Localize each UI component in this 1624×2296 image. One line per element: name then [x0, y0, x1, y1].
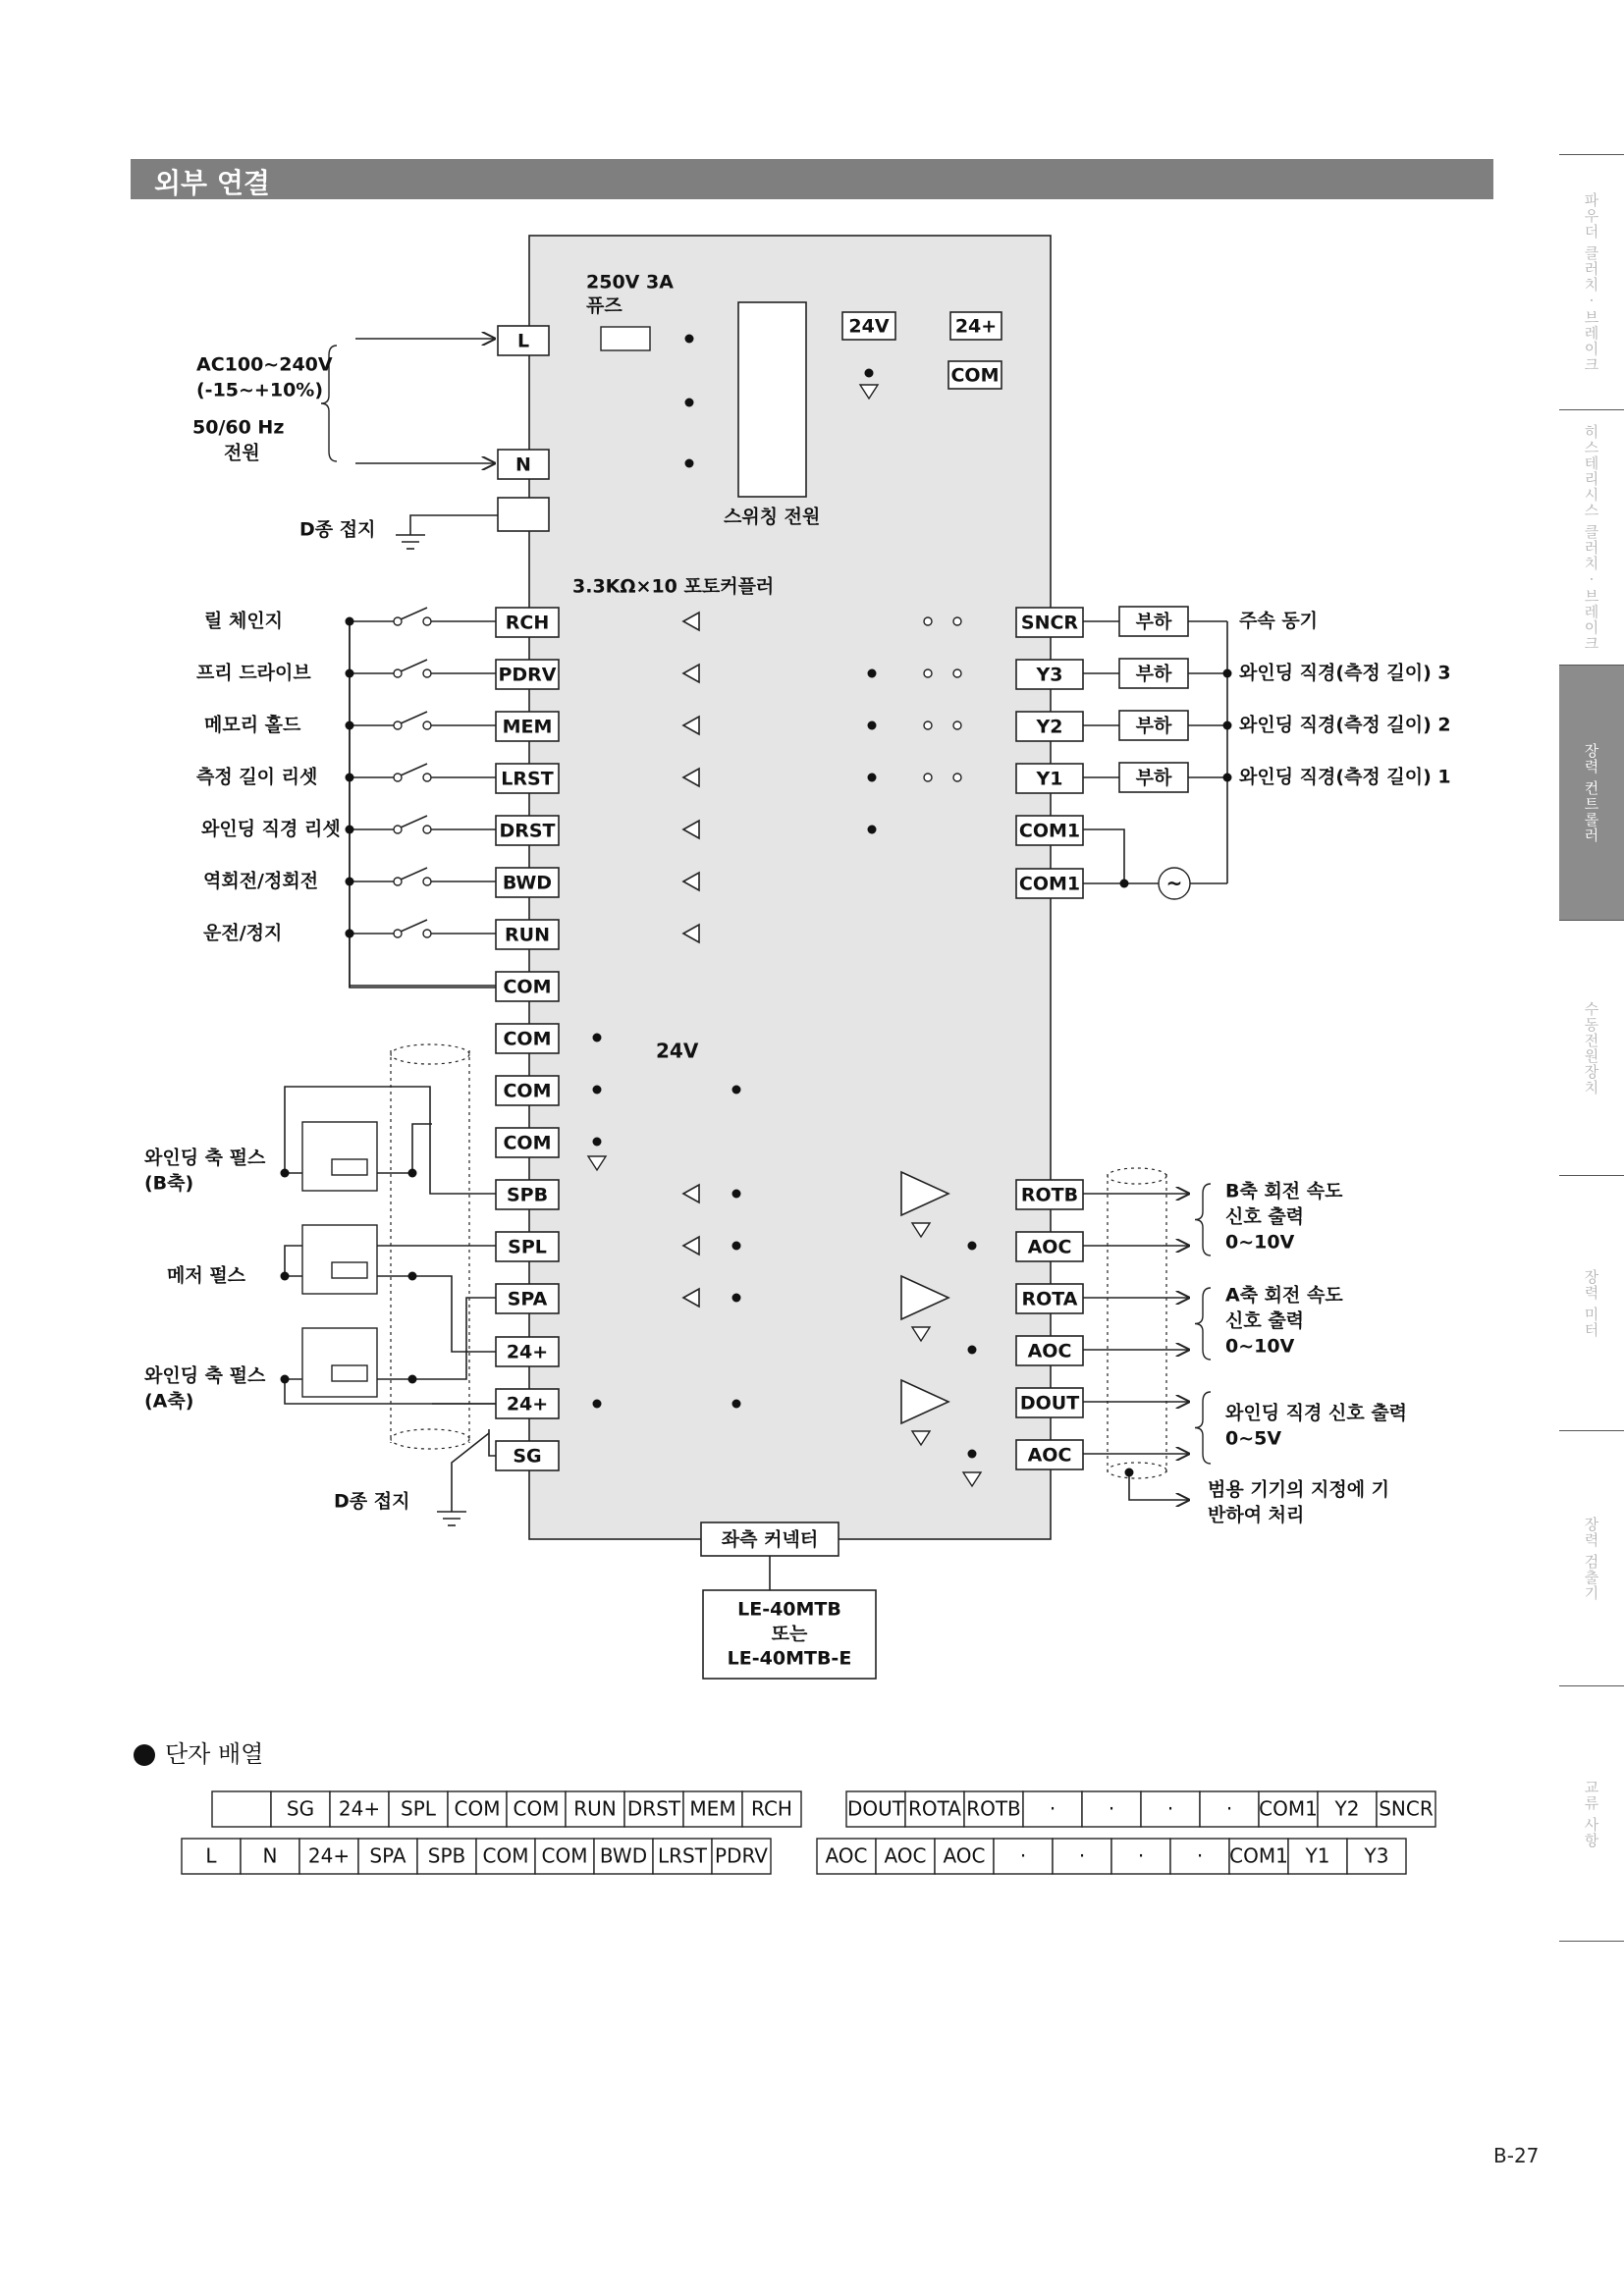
rota-label: A축 회전 속도	[1225, 1284, 1343, 1307]
junction-dot	[346, 774, 354, 782]
terminal-row-left-top-cell	[212, 1791, 271, 1827]
terminal-spb-label: SPB	[506, 1184, 549, 1206]
terminal-analog-1-label: AOC	[1027, 1236, 1072, 1258]
terminal-row-left-bottom-cell-label: PDRV	[715, 1843, 768, 1868]
terminal-row-left-top-cell-label: RUN	[573, 1796, 617, 1821]
switch-contact	[423, 669, 431, 677]
terminal-com-2-label: COM	[503, 1028, 552, 1050]
terminal-analog-4-label: DOUT	[1019, 1392, 1080, 1415]
pulse-a-axis-label: (A축)	[144, 1390, 194, 1413]
side-tab-manual-power[interactable]: 수동전원장치	[1582, 1000, 1600, 1095]
switch-contact	[953, 721, 961, 729]
terminal-row-left-top-cell-label: DRST	[626, 1796, 681, 1821]
terminal-row-left-top-cell-label: RCH	[751, 1796, 792, 1821]
shield-top-right	[1108, 1168, 1166, 1184]
input-label-drst: 와인딩 직경 리셋	[201, 818, 341, 840]
terminal-row-right-bottom-cell-label: Y3	[1364, 1843, 1389, 1868]
terminal-y1-label: Y1	[1036, 768, 1063, 790]
left-connector-label: 좌측 커넥터	[721, 1528, 819, 1551]
input-label-lrst: 측정 길이 리셋	[196, 766, 318, 788]
pulse-b-label: 와인딩 축 펄스	[144, 1147, 266, 1169]
connector-model-1: LE-40MTB	[737, 1598, 841, 1621]
junction-dot	[868, 826, 877, 834]
switch-contact	[924, 669, 932, 677]
rota-signal-label: 신호 출력	[1225, 1309, 1305, 1332]
switch-contact	[953, 669, 961, 677]
switch-blade	[401, 816, 427, 828]
brace	[1195, 1184, 1211, 1255]
dout-label: 와인딩 직경 신호 출력	[1225, 1402, 1408, 1424]
input-label-bwd: 역회전/정회전	[203, 870, 319, 892]
junction-dot	[346, 878, 354, 886]
wire	[452, 1433, 489, 1492]
switch-contact	[423, 617, 431, 625]
switch-contact	[924, 721, 932, 729]
switch-contact	[423, 721, 431, 729]
terminal-row-left-bottom-cell-label: LRST	[658, 1843, 707, 1868]
terminal-analog-0-label: ROTB	[1020, 1184, 1079, 1206]
terminal-row-right-top-cell-label: Y2	[1334, 1796, 1360, 1821]
junction-dot	[968, 1450, 977, 1459]
terminal-com1-2-label: COM1	[1018, 873, 1081, 895]
side-tab-hysteresis[interactable]: 히스테리시스 클러치 · 브레이크	[1582, 423, 1600, 652]
terminal-spa-label: SPA	[507, 1288, 548, 1310]
ac-voltage-label: AC100~240V	[196, 353, 333, 376]
terminal-row-left-top-cell-label: COM	[513, 1796, 560, 1821]
terminal-row-left-bottom-cell-label: N	[262, 1843, 278, 1868]
wire	[412, 1124, 432, 1173]
terminal-lrst-label: LRST	[501, 768, 554, 790]
page-number: B-27	[1493, 2144, 1540, 2167]
terminal-ground	[498, 498, 549, 531]
rota-range-label: 0~10V	[1225, 1335, 1295, 1358]
pulse-b-axis-label: (B축)	[144, 1172, 194, 1195]
terminal-n-label: N	[515, 454, 531, 476]
junction-dot	[346, 721, 354, 730]
terminal-row-right-top-cell-label: ·	[1225, 1796, 1233, 1821]
terminal-run-label: RUN	[505, 924, 550, 946]
terminal-y3-label: Y3	[1036, 664, 1063, 686]
switch-contact	[423, 878, 431, 885]
junction-dot	[1125, 1468, 1134, 1477]
encoder-housing	[302, 1122, 377, 1191]
power-label: 전원	[224, 442, 260, 464]
load-y3-label: 부하	[1135, 663, 1172, 685]
fuse-rating-label: 250V 3A	[586, 271, 674, 294]
encoder-resistor	[332, 1365, 367, 1381]
junction-dot	[868, 669, 877, 678]
junction-dot	[593, 1138, 602, 1147]
switch-blade	[401, 712, 427, 723]
terminal-com-1-label: COM	[503, 976, 552, 998]
terminal-row-left-top-cell-label: SG	[286, 1796, 315, 1821]
junction-dot	[1223, 669, 1232, 678]
terminal-row-left-bottom-cell-label: COM	[482, 1843, 529, 1868]
encoder-resistor	[332, 1159, 367, 1175]
shield-note-2: 반하여 처리	[1208, 1504, 1305, 1526]
terminal-layout-title: 단자 배열	[165, 1740, 264, 1768]
terminal-row-right-bottom-cell-label: COM1	[1229, 1843, 1288, 1868]
junction-dot	[732, 1190, 741, 1199]
terminal-24plus-out-label: 24+	[954, 315, 998, 338]
terminal-sg-label: SG	[513, 1445, 542, 1468]
terminal-24plus-2-label: 24+	[506, 1393, 549, 1415]
output-label-sncr: 주속 동기	[1239, 610, 1319, 632]
terminal-com-3-label: COM	[503, 1080, 552, 1102]
terminal-row-right-top-cell-label: ·	[1108, 1796, 1115, 1821]
brace	[1195, 1392, 1211, 1464]
terminal-row-right-top-cell-label: ·	[1166, 1796, 1174, 1821]
terminal-row-left-top-cell-label: SPL	[401, 1796, 436, 1821]
junction-dot	[408, 1375, 417, 1384]
frequency-label: 50/60 Hz	[192, 416, 285, 439]
shield-top	[391, 1044, 469, 1064]
terminal-row-left-bottom-cell-label: BWD	[599, 1843, 648, 1868]
terminal-row-right-top-cell-label: ROTA	[908, 1796, 961, 1821]
terminal-sncr-label: SNCR	[1020, 612, 1079, 634]
terminal-row-right-top-cell-label: DOUT	[847, 1796, 904, 1821]
terminal-l-label: L	[516, 330, 530, 352]
side-tab-tension-meter[interactable]: 장력 미터	[1582, 1268, 1600, 1338]
junction-dot	[968, 1346, 977, 1355]
shield-note-1: 범용 기기의 지정에 기	[1208, 1478, 1390, 1501]
terminal-mem-label: MEM	[502, 716, 553, 738]
switch-contact	[394, 774, 402, 781]
brace	[1195, 1288, 1211, 1360]
terminal-row-right-bottom-cell-label: AOC	[884, 1843, 927, 1868]
terminal-row-right-top-cell-label: ·	[1049, 1796, 1056, 1821]
terminal-24v-out-label: 24V	[848, 315, 890, 338]
ground-label: D종 접지	[299, 518, 376, 541]
junction-dot	[732, 1086, 741, 1095]
side-tab-notes[interactable]: 교류 사항	[1582, 1779, 1600, 1848]
junction-dot	[732, 1242, 741, 1251]
junction-dot	[281, 1375, 290, 1384]
switching-power-supply	[738, 302, 806, 497]
junction-dot	[346, 669, 354, 678]
terminal-row-right-bottom-cell-label: ·	[1137, 1843, 1145, 1868]
supply-24v-label: 24V	[656, 1039, 699, 1063]
terminal-row-left-bottom-cell-label: SPB	[427, 1843, 466, 1868]
terminal-row-left-bottom-cell-label: L	[205, 1843, 217, 1868]
junction-dot	[281, 1272, 290, 1281]
input-label-mem: 메모리 홀드	[204, 714, 301, 736]
rotb-label: B축 회전 속도	[1225, 1180, 1343, 1202]
switch-contact	[924, 617, 932, 625]
terminal-row-right-top-cell-label: COM1	[1259, 1796, 1318, 1821]
junction-dot	[593, 1400, 602, 1409]
load-y2-label: 부하	[1135, 715, 1172, 737]
switch-contact	[953, 774, 961, 781]
junction-dot	[868, 721, 877, 730]
bullet-icon	[134, 1744, 155, 1766]
encoder-housing	[302, 1225, 377, 1294]
terminal-row-right-bottom-cell-label: AOC	[943, 1843, 986, 1868]
junction-dot	[593, 1086, 602, 1095]
junction-dot	[868, 774, 877, 782]
load-sncr-label: 부하	[1135, 611, 1172, 633]
wire	[412, 1276, 496, 1352]
encoder-resistor	[332, 1262, 367, 1278]
pulse-a-label: 와인딩 축 펄스	[144, 1364, 266, 1387]
input-label-run: 운전/정지	[203, 922, 283, 944]
switch-contact	[423, 930, 431, 937]
terminal-y2-label: Y2	[1036, 716, 1063, 738]
side-tab-powder-clutch[interactable]: 파우더 클러치 · 브레이크	[1582, 191, 1600, 373]
switch-contact	[394, 617, 402, 625]
ac-symbol: ~	[1165, 871, 1183, 895]
terminal-row-right-bottom-cell-label: Y1	[1305, 1843, 1330, 1868]
rotb-range-label: 0~10V	[1225, 1231, 1295, 1254]
terminal-com-out-label: COM	[950, 364, 1000, 387]
side-tab-tension-detector[interactable]: 장력 검출기	[1582, 1516, 1600, 1601]
junction-dot	[865, 369, 874, 378]
section-title: 외부 연결	[154, 167, 270, 199]
switch-contact	[953, 617, 961, 625]
switch-blade	[401, 764, 427, 775]
switch-contact	[394, 878, 402, 885]
terminal-com-4-label: COM	[503, 1132, 552, 1154]
junction-dot	[1223, 774, 1232, 782]
switch-contact	[924, 774, 932, 781]
switch-contact	[394, 826, 402, 833]
wire	[1083, 829, 1124, 883]
junction-dot	[1223, 721, 1232, 730]
output-label-y2: 와인딩 직경(측정 길이) 2	[1239, 714, 1451, 736]
junction-dot	[968, 1242, 977, 1251]
connector-model-3: LE-40MTB-E	[727, 1647, 852, 1670]
switch-blade	[401, 608, 427, 619]
terminal-row-left-bottom-cell-label: COM	[541, 1843, 588, 1868]
terminal-pdrv-label: PDRV	[498, 664, 557, 686]
switch-blade	[401, 868, 427, 880]
terminal-row-right-top-cell-label: ROTB	[966, 1796, 1021, 1821]
shield-bottom	[391, 1429, 469, 1449]
junction-dot	[685, 399, 694, 407]
encoder-housing	[302, 1328, 377, 1397]
wire	[410, 515, 498, 535]
ac-tolerance-label: (-15~+10%)	[196, 379, 324, 401]
junction-dot	[1120, 880, 1129, 888]
fuse	[601, 327, 650, 350]
junction-dot	[346, 930, 354, 938]
junction-dot	[346, 826, 354, 834]
photocoupler-header: 3.3KΩ×10 포토커플러	[572, 575, 775, 598]
junction-dot	[732, 1400, 741, 1409]
junction-dot	[593, 1034, 602, 1042]
switch-contact	[394, 669, 402, 677]
input-label-pdrv: 프리 드라이브	[196, 662, 311, 684]
output-label-y3: 와인딩 직경(측정 길이) 3	[1239, 662, 1451, 684]
terminal-row-left-top-cell-label: MEM	[689, 1796, 736, 1821]
wire	[1129, 1472, 1190, 1500]
terminal-row-left-bottom-cell-label: 24+	[307, 1843, 351, 1868]
terminal-row-left-bottom-cell-label: SPA	[369, 1843, 406, 1868]
connector-model-2: 또는	[771, 1623, 808, 1645]
terminal-analog-5-label: AOC	[1027, 1444, 1072, 1467]
switch-contact	[423, 826, 431, 833]
terminal-row-right-bottom-cell-label: AOC	[825, 1843, 868, 1868]
terminal-24plus-1-label: 24+	[506, 1341, 549, 1363]
switch-contact	[423, 774, 431, 781]
terminal-row-right-bottom-cell-label: ·	[1196, 1843, 1204, 1868]
wire	[412, 1298, 496, 1379]
junction-dot	[685, 335, 694, 344]
terminal-drst-label: DRST	[499, 820, 556, 842]
terminal-analog-2-label: ROTA	[1021, 1288, 1078, 1310]
junction-dot	[732, 1294, 741, 1303]
input-label-rch: 릴 체인지	[204, 610, 284, 632]
terminal-row-left-top-cell-label: 24+	[338, 1796, 381, 1821]
load-y1-label: 부하	[1135, 767, 1172, 789]
terminal-row-right-bottom-cell-label: ·	[1078, 1843, 1086, 1868]
switching-label: 스위칭 전원	[724, 506, 821, 528]
junction-dot	[281, 1169, 290, 1178]
ground-label-2: D종 접지	[334, 1490, 410, 1513]
switch-contact	[394, 930, 402, 937]
terminal-rch-label: RCH	[505, 612, 550, 634]
shield-bottom-right	[1108, 1463, 1166, 1478]
dout-range-label: 0~5V	[1225, 1427, 1282, 1450]
junction-dot	[408, 1169, 417, 1178]
switch-blade	[401, 920, 427, 932]
switch-contact	[394, 721, 402, 729]
terminal-row-right-top-cell-label: SNCR	[1379, 1796, 1434, 1821]
output-label-y1: 와인딩 직경(측정 길이) 1	[1239, 766, 1451, 788]
wire	[489, 1429, 496, 1456]
terminal-row-right-bottom-cell-label: ·	[1019, 1843, 1027, 1868]
terminal-row-left-top-cell-label: COM	[454, 1796, 501, 1821]
junction-dot	[408, 1272, 417, 1281]
terminal-bwd-label: BWD	[502, 872, 553, 894]
junction-dot	[346, 617, 354, 626]
terminal-com1-1-label: COM1	[1018, 820, 1081, 842]
junction-dot	[685, 459, 694, 468]
side-tab-tension-controller[interactable]: 장력 컨트롤러	[1559, 666, 1624, 920]
terminal-spl-label: SPL	[508, 1236, 547, 1258]
terminal-analog-3-label: AOC	[1027, 1340, 1072, 1362]
rotb-signal-label: 신호 출력	[1225, 1205, 1305, 1228]
fuse-label: 퓨즈	[586, 294, 623, 317]
switch-blade	[401, 660, 427, 671]
measure-pulse-label: 메저 펄스	[167, 1264, 246, 1287]
